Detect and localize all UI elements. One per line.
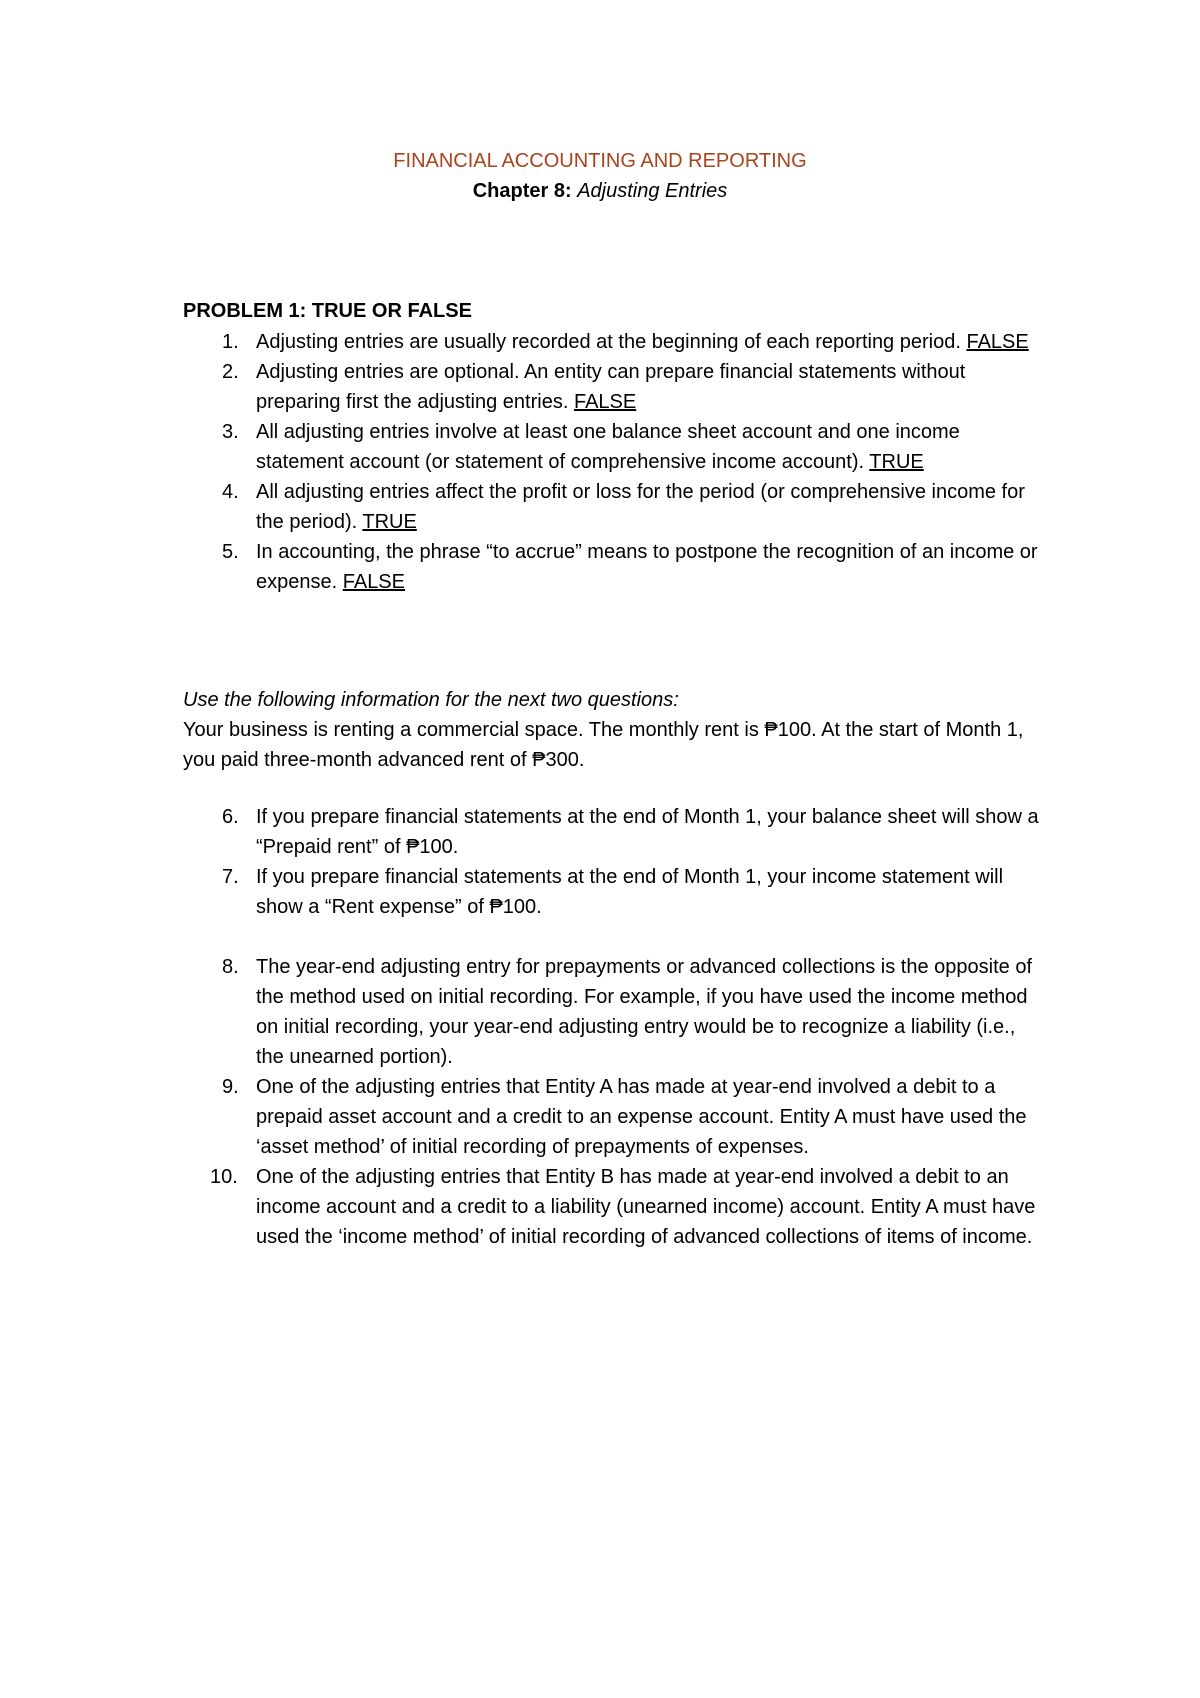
item-text: All adjusting entries affect the profit or loss for the period (or comprehensive income for the period).: [256, 481, 1025, 533]
item-number: 6.: [222, 806, 239, 828]
item-number: 5.: [222, 541, 239, 563]
chapter-subtitle: [0, 177, 1200, 205]
document-title: FINANCIAL ACCOUNTING AND REPORTING: [393, 150, 807, 172]
chapter-name: Adjusting Entries: [577, 180, 728, 202]
item-number: 7.: [222, 866, 239, 888]
item-number: 3.: [222, 421, 239, 443]
problem-heading: PROBLEM 1: TRUE OR FALSE: [183, 300, 472, 322]
answer-label: FALSE: [573, 391, 637, 413]
list-item: [0, 802, 1200, 862]
list-item: [0, 477, 1200, 537]
method-questions-list: [0, 952, 1200, 1252]
list-item: [0, 417, 1200, 477]
item-text: One of the adjusting entries that Entity A has made at year-end involved a debit to a prepaid asset account and a credit to an expense account. Entity A must have used the ‘asset method’ of initial recording of prepayments of expenses.: [256, 1076, 1027, 1158]
item-number: 9.: [222, 1076, 239, 1098]
info-body: Your business is renting a commercial space. The monthly rent is ₱100. At the start of Month 1, you paid three-month advanced rent of ₱300.: [183, 719, 1024, 771]
answer-label: FALSE: [342, 571, 405, 593]
list-item: [0, 537, 1200, 597]
list-item: [0, 1162, 1200, 1252]
list-item: [0, 952, 1200, 1072]
rent-questions-list: [0, 802, 1200, 922]
item-text: The year-end adjusting entry for prepayments or advanced collections is the opposite of the method used on initial recording. For example, if you have used the income method on initial recording, your year-end adjusting entry would be to recognize a liability (i.e., the unearned portion).: [256, 956, 1032, 1068]
item-text: All adjusting entries involve at least one balance sheet account and one income statement account (or statement of comprehensive income account).: [256, 421, 960, 473]
answer-label: FALSE: [966, 331, 1029, 353]
info-intro: Use the following information for the next two questions:: [183, 689, 679, 711]
item-number: 1.: [222, 331, 239, 353]
list-item: [0, 357, 1200, 417]
item-number: 10.: [210, 1166, 238, 1188]
item-text: Adjusting entries are usually recorded at the beginning of each reporting period.: [256, 331, 961, 353]
list-item: [0, 1072, 1200, 1162]
item-text: Adjusting entries are optional. An entity can prepare financial statements without preparing first the adjusting entries.: [256, 361, 966, 413]
item-text: In accounting, the phrase “to accrue” means to postpone the recognition of an income or expense.: [256, 541, 1038, 593]
list-item: [0, 327, 1200, 357]
item-number: 2.: [222, 361, 239, 383]
answer-label: TRUE: [869, 451, 924, 473]
item-number: 4.: [222, 481, 239, 503]
item-number: 8.: [222, 956, 239, 978]
chapter-label: Chapter 8:: [472, 180, 572, 202]
list-item: [0, 862, 1200, 922]
item-text: If you prepare financial statements at the end of Month 1, your income statement will show a “Rent expense” of ₱100.: [256, 866, 1004, 918]
true-false-list: [0, 327, 1200, 597]
answer-label: TRUE: [362, 511, 417, 533]
item-text: One of the adjusting entries that Entity B has made at year-end involved a debit to an income account and a credit to a liability (unearned income) account. Entity A must have used the ‘income method’ of initial recording of advanced collections of items of income.: [256, 1166, 1036, 1248]
item-text: If you prepare financial statements at the end of Month 1, your balance sheet will show a “Prepaid rent” of ₱100.: [256, 806, 1039, 858]
